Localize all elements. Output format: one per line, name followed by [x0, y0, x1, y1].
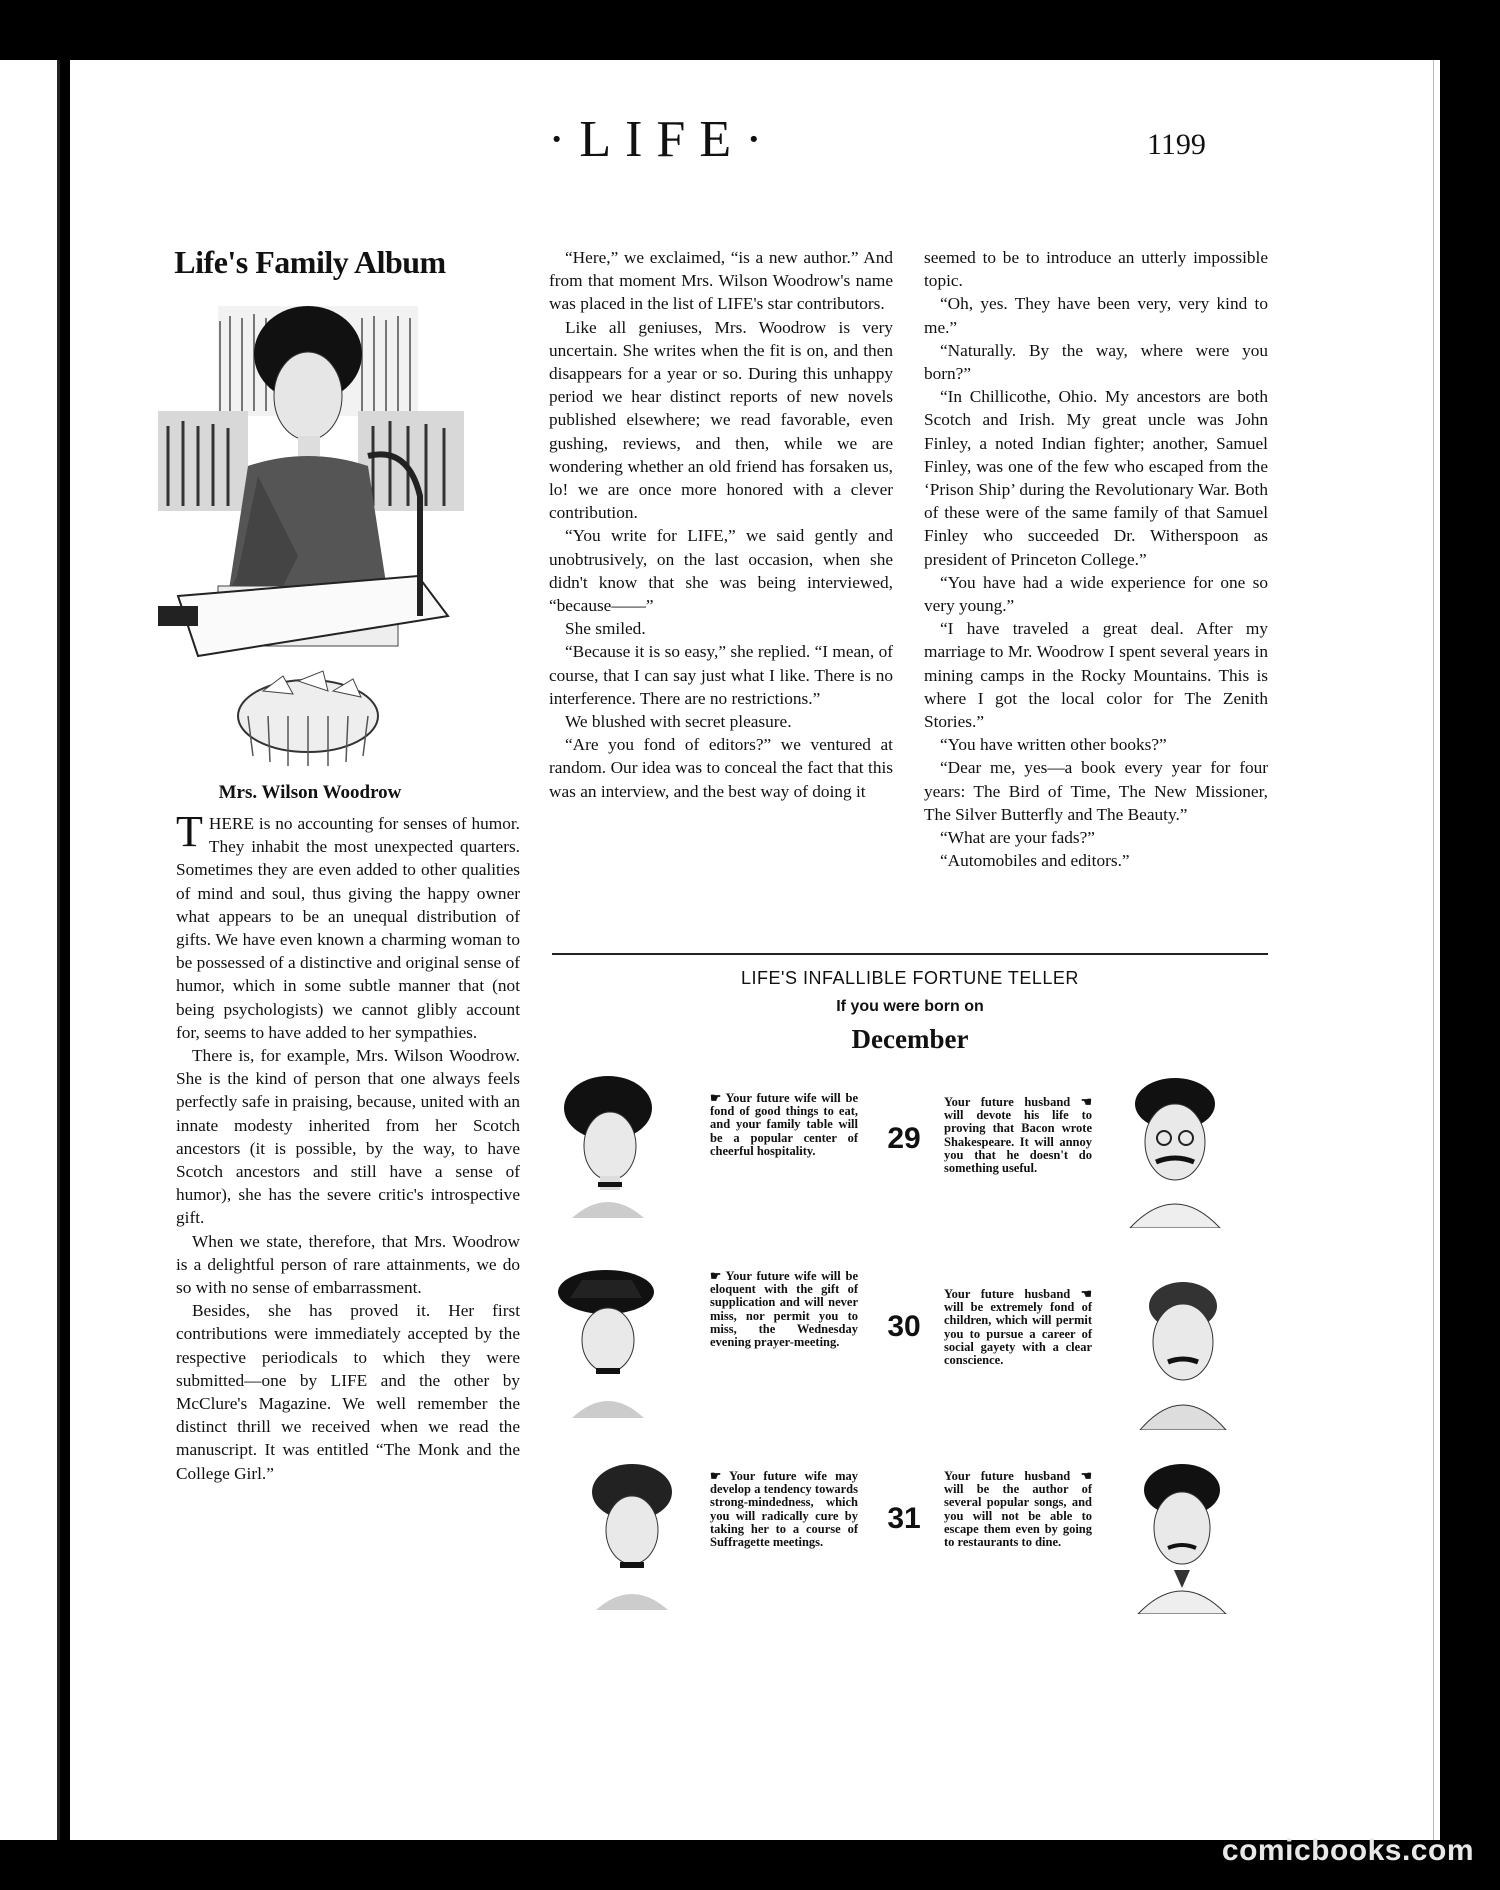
- woman-portrait: [582, 1460, 682, 1610]
- album-paragraph: Besides, she has proved it. Her first contributions were immediately accepted by the respective periodicals to which they were submitted—one by LIFE and the other by McClure's Magazine. We well remember the distinct thrill we received when we read the manuscript. It was entitled “The Monk and the College Girl.”: [176, 1301, 520, 1483]
- site-watermark: comicbooks.com: [1221, 1834, 1474, 1867]
- interview-paragraph: “Naturally. By the way, where were you born?”: [924, 340, 1268, 384]
- birth-day: 31: [887, 1502, 921, 1535]
- album-paragraph: When we state, therefore, that Mrs. Woodrow is a delightful person of rare attainments, we do so with no sense of embarrassment.: [176, 1231, 520, 1298]
- interview-paragraph: Like all geniuses, Mrs. Woodrow is very uncertain. She writes when the fit is on, and then disappears for a year or so. During this unhappy period we hear distinct reports of new novels published elsewhere; we read favorable, even gushing, reviews, and then, while we are wondering whether an old friend has forsaken us, lo! we are once more honored with a clever contribution.: [549, 317, 893, 523]
- woman-portrait: [552, 1068, 664, 1218]
- interview-paragraph: “Oh, yes. They have been very, very kind to me.”: [924, 294, 1268, 337]
- interview-paragraph: “Dear me, yes—a book every year for four years: The Bird of Time, The New Missioner, The Silver Butterfly and The Beauty.”: [924, 758, 1268, 824]
- man-portrait: [1126, 1458, 1238, 1614]
- husband-fortune: Your future husband ☚ will be extremely fond of children, which will permit you to pursue a career of social gayety with a clear conscience.: [944, 1287, 1092, 1368]
- interview-paragraph: “What are your fads?”: [940, 828, 1095, 848]
- fortune-row: [552, 1060, 1268, 1250]
- right-column: [924, 246, 1268, 872]
- interview-paragraph: “In Chillicothe, Ohio. My ancestors are both Scotch and Irish. My great uncle was John Finley, a noted Indian fighter; another, Samuel Finley, was one of the few who escaped from the ‘Prison Ship’ during the Revolutionary War. Both of these were of the same family of that Samuel Finley who succeeded Dr. Witherspoon as president of Princeton College.”: [924, 387, 1268, 569]
- portrait-caption: Mrs. Wilson Woodrow: [218, 782, 402, 803]
- interview-paragraph: “You have had a wide experience for one so very young.”: [924, 572, 1268, 616]
- facing-page-edge: [0, 60, 60, 1840]
- fortune-teller-title: LIFE'S INFALLIBLE FORTUNE TELLER: [741, 968, 1079, 988]
- drop-cap: T: [176, 807, 203, 856]
- interview-paragraph: “You have written other books?”: [940, 735, 1167, 755]
- interview-paragraph: We blushed with secret pleasure.: [565, 712, 792, 732]
- interview-paragraph: “Are you fond of editors?” we ventured at random. Our idea was to conceal the fact that this was an interview, and the best way of doing it: [549, 735, 893, 801]
- wife-fortune: ☛ Your future wife will be fond of good things to eat, and your family table will be a popular center of cheerful hospitality.: [710, 1091, 858, 1158]
- interview-paragraph: “Automobiles and editors.”: [940, 851, 1130, 871]
- album-article: [176, 807, 520, 1485]
- fortune-teller-subtitle: If you were born on: [836, 998, 984, 1015]
- interview-paragraph: She smiled.: [565, 619, 646, 639]
- album-paragraph: THERE is no accounting for senses of humor. They inhabit the most unexpected quarters. Sometimes they are even added to other qualities of mind and soul, thus giving the happy owner what appears to be an unequal distribution of gifts. We have even known a charming woman to be possessed of a distinctive and original sense of humor, which in some subtle manner that (not being psychologists) we cannot glibly account for, seems to have added to her sympathies.: [176, 807, 520, 1042]
- album-title: Life's Family Album: [174, 244, 446, 280]
- husband-fortune: Your future husband ☚ will devote his life to proving that Bacon wrote Shakespeare. It will annoy you that he doesn't do something useful.: [944, 1095, 1092, 1176]
- woman-portrait: [552, 1268, 664, 1418]
- middle-column: [549, 246, 893, 803]
- husband-fortune: Your future husband ☚ will be the author of several popular songs, and you will not be able to escape them even by going to restaurants to dine.: [944, 1469, 1092, 1550]
- fortune-teller-month: December: [851, 1024, 969, 1054]
- birth-day: 30: [887, 1310, 921, 1343]
- man-portrait: [1116, 1070, 1234, 1228]
- section-divider: [552, 953, 1268, 955]
- interview-paragraph: “Here,” we exclaimed, “is a new author.” And from that moment Mrs. Wilson Woodrow's name was placed in the list of LIFE's star contributors.: [549, 248, 893, 314]
- fortune-row: [552, 1450, 1268, 1640]
- portrait-illustration: [158, 296, 464, 770]
- wife-fortune: ☛ Your future wife may develop a tendency towards strong-mindedness, which you will radically cure by taking her to a course of Suffragette meetings.: [710, 1469, 858, 1550]
- birth-day: 29: [887, 1122, 921, 1155]
- man-portrait: [1130, 1270, 1236, 1430]
- masthead: ·LIFE·: [548, 111, 777, 168]
- fortune-row: [552, 1258, 1268, 1448]
- interview-paragraph: “I have traveled a great deal. After my marriage to Mr. Woodrow I spent several years in mining camps in the Rocky Mountains. This is where I got the local color for The Zenith Stories.”: [924, 619, 1268, 732]
- page-number: 1199: [1147, 128, 1206, 161]
- wife-fortune: ☛ Your future wife will be eloquent with the gift of supplication and will never miss, nor permit you to miss, the Wednesday evening prayer-meeting.: [710, 1269, 858, 1350]
- album-paragraph: There is, for example, Mrs. Wilson Woodrow. She is the kind of person that one always feels perfectly safe in praising, because, united with an innate modesty inherited from her Scotch ancestors (it is possible, by the way, to have Scotch ancestors and still have a sense of humor), she has the severe critic's introspective gift.: [176, 1046, 520, 1228]
- interview-paragraph: “Because it is so easy,” she replied. “I mean, of course, that I can say just what I like. There is no interference. There are no restrictions.”: [549, 642, 893, 708]
- interview-paragraph: “You write for LIFE,” we said gently and unobtrusively, on the last occasion, when she didn't know that she was being interviewed, “because——”: [549, 526, 893, 616]
- interview-paragraph: seemed to be to introduce an utterly impossible topic.: [924, 248, 1268, 291]
